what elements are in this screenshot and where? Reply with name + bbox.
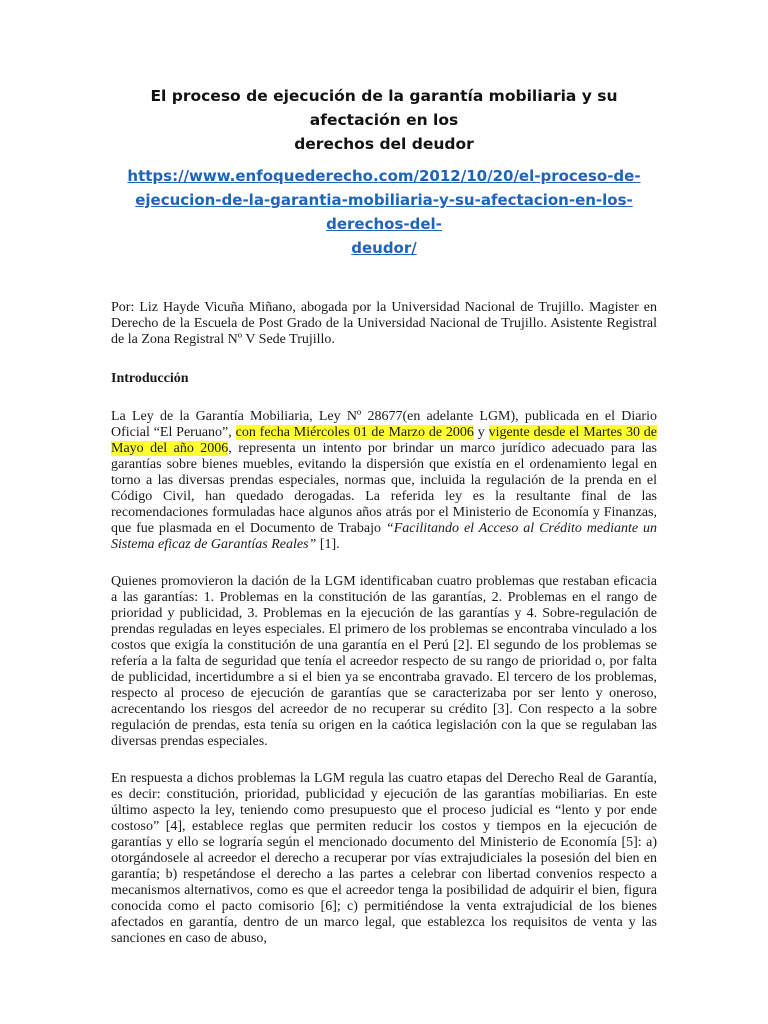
document-quote: “Facilitando el Acceso al Crédito mediante un Sistema eficaz de Garantías Reales” [111, 521, 658, 552]
title-line-1: El proceso de ejecución de la garantía mobiliaria y su afectación en los [150, 87, 618, 129]
section-heading: Introducción [111, 371, 189, 386]
url-line-3: deudor/ [351, 239, 417, 257]
author-paragraph: Por: Liz Hayde Vicuña Miñano, abogada por la Universidad Nacional de Trujillo. Magister en Derecho de la Escuela de Post Grado de la Universidad Nacional de Trujillo. Asistente Registral de la Zona Registral Nº V Sede Trujillo. [111, 300, 657, 347]
response-paragraph: En respuesta a dichos problemas la LGM regula las cuatro etapas del Derecho Real de Garantía, es decir: constitución, prioridad, publicidad y ejecución de las garantías mobiliarias. En este último aspecto la ley, teniendo como presupuesto que el proceso judicial es “lento y por ende costoso” [4], establece reglas que permiten reducir los costos y tiempos en la ejecución de garantías y ello se lograría según el mencionado documento del Ministerio de Economía [5]: a) otorgándosele al acreedor el derecho a recuperar por vías extrajudiciales la posesión del bien en garantía; b) respetándose el derecho a las partes a celebrar con libertad convenios respecto a mecanismos alternativos, como es que el acreedor tenga la posibilidad de adquirir el bien, figura conocida como el pacto comisorio [6]; c) permitiéndose la venta extrajudicial de los bienes afectados en garantía, dentro de un marco legal, que establezca los requisitos de venta y las sanciones en caso de abuso, [111, 771, 657, 946]
p1-text-4: [1]. [316, 537, 340, 552]
url-line-1: https://www.enfoquederecho.com/2012/10/20/el-proceso-de- [127, 167, 641, 185]
document-title [111, 84, 657, 156]
source-link[interactable] [111, 164, 657, 260]
url-line-2: ejecucion-de-la-garantia-mobiliaria-y-su-afectacion-en-los-derechos-del- [135, 191, 633, 233]
problems-paragraph: Quienes promovieron la dación de la LGM identificaban cuatro problemas que restaban eficacia a las garantías: 1. Problemas en la constitución de las garantías, 2. Problemas en el rango de prioridad y publicidad, 3. Problemas en la ejecución de las garantías y 4. Sobre-regulación de prendas reguladas en leyes especiales. El primero de los problemas se encontraba vinculado a los costos que exigía la constitución de una garantía en el Perú [2]. El segundo de los problemas se refería a la falta de seguridad que tenía el acreedor respecto de su rango de prioridad o, por falta de publicidad, incertidumbre a si el bien ya se encontraba gravado. El tercero de los problemas, respecto al proceso de ejecución de garantías que se caracterizaba por ser lento y oneroso, acrecentando los riesgos del acreedor de no recuperar su crédito [3]. Con respecto a la sobre regulación de prendas, esta tenía su origen en la caótica legislación con la que se regulaban las diversas prendas especiales. [111, 574, 657, 749]
highlight-date-published: con fecha Miércoles 01 de Marzo de 2006 [235, 425, 474, 440]
intro-paragraph [111, 409, 657, 553]
p1-text-1: La Ley de la Garantía Mobiliaria, Ley Nº 28677(en adelante LGM), publicada en el Diario Oficial “El Peruano”, [111, 409, 657, 440]
p1-text-2: y [473, 425, 489, 440]
highlight-date-effective: vigente desde el Martes 30 de Mayo del año 2006 [111, 425, 657, 456]
title-line-2: derechos del deudor [294, 135, 474, 153]
p1-text-3: , representa un intento por brindar un marco jurídico adecuado para las garantías sobre bienes muebles, evitando la dispersión que existía en el ordenamiento legal en torno a las diversas prendas especiales, normas que, incluida la regulación de la prenda en el Código Civil, han quedado derogadas. La referida ley es la resultante final de las recomendaciones formuladas hace algunos años atrás por el Ministerio de Economía y Finanzas, que fue plasmada en el Documento de Trabajo [111, 441, 657, 536]
